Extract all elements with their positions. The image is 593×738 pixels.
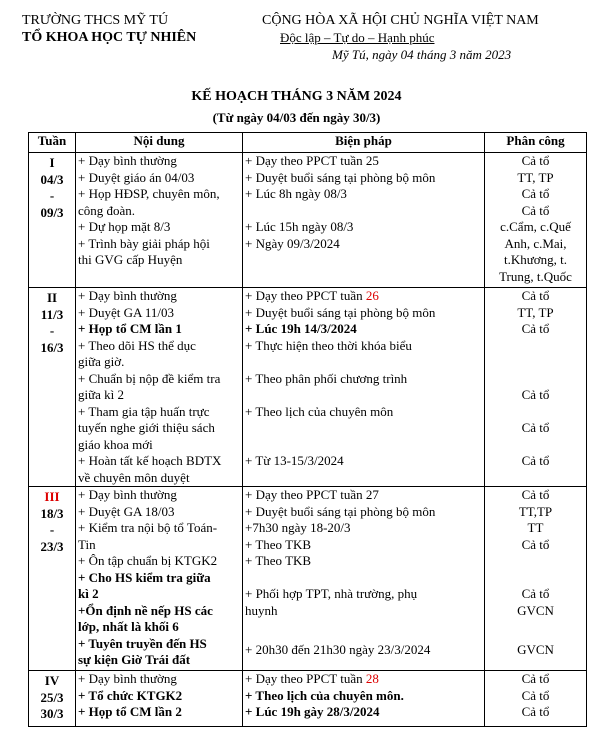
plan-table	[28, 132, 587, 727]
national-motto: Độc lập – Tự do – Hạnh phúc	[280, 30, 435, 45]
department-name: TỔ KHOA HỌC TỰ NHIÊN	[22, 30, 197, 45]
week-cell: II 11/3 - 16/3	[29, 288, 76, 487]
measures-cell: + Dạy theo PPCT tuần 25 + Duyệt buổi sáng tại phòng bộ môn + Lúc 8h ngày 08/3 + Lúc 15h ngày 08/3 + Ngày 09/3/2024	[243, 153, 485, 288]
content-cell: + Dạy bình thường + Duyệt giáo án 04/03 + Họp HĐSP, chuyên môn, công đoàn. + Dự họp mặt 8/3 + Trình bày giải pháp hội thi GVG cấp Huyện	[76, 153, 243, 288]
col-week: Tuần	[29, 133, 76, 153]
school-name: TRƯỜNG THCS MỸ TÚ	[22, 13, 169, 28]
week-cell: I 04/3 - 09/3	[29, 153, 76, 288]
measures-cell: + Dạy theo PPCT tuần 27 + Duyệt buổi sáng tại phòng bộ môn +7h30 ngày 18-20/3 + Theo TKB + Theo TKB + Phối hợp TPT, nhà trường, phụ huynh + 20h30 đến 21h30 ngày 23/3/2024	[243, 487, 485, 671]
week-cell: IV 25/3 30/3	[29, 671, 76, 727]
content-cell: + Dạy bình thường + Duyệt GA 11/03 + Họp tổ CM lần 1 + Theo dõi HS thể dục giữa giờ. + Chuẩn bị nộp đề kiểm tra giữa kì 2 + Tham gia tập huấn trực tuyến nghe giới thiệu sách giáo khoa mới + Hoàn tất kế hoạch BDTX về chuyên môn duyệt	[76, 288, 243, 487]
table-row	[29, 671, 587, 727]
week-number: 28	[365, 671, 379, 686]
table-header-row	[29, 133, 587, 153]
table-row	[29, 288, 587, 487]
assignment-cell: Cả tổ Cả tổ Cả tổ	[485, 671, 587, 727]
col-assignment: Phân công	[485, 133, 587, 153]
table-row	[29, 153, 587, 288]
col-content: Nội dung	[76, 133, 243, 153]
plan-title: KẾ HOẠCH THÁNG 3 NĂM 2024	[191, 89, 402, 104]
week-cell: III 18/3 - 23/3	[29, 487, 76, 671]
assignment-cell: Cả tổ TT, TP Cả tổ Cả tổ c.Cẩm, c.Quế Anh, c.Mai, t.Khương, t. Trung, t.Quốc	[485, 153, 587, 288]
content-cell: + Dạy bình thường + Duyệt GA 18/03 + Kiểm tra nội bộ tổ Toán- Tin + Ôn tập chuẩn bị KTGK2 + Cho HS kiểm tra giữa kì 2 +Ổn định nề nếp HS các lớp, nhất là khối 6 + Tuyên truyền đến HS sự kiện Giờ Trái đất	[76, 487, 243, 671]
document-header	[0, 0, 593, 100]
assignment-cell: Cả tổ TT, TP Cả tổ Cả tổ Cả tổ Cả tổ	[485, 288, 587, 487]
measures-cell: + Dạy theo PPCT tuần 26 + Duyệt buổi sáng tại phòng bộ môn + Lúc 19h 14/3/2024 + Thực hiện theo thời khóa biểu + Theo phân phối chương trình + Theo lịch của chuyên môn + Từ 13-15/3/2024	[243, 288, 485, 487]
assignment-cell: Cả tổ TT,TP TT Cả tổ Cả tổ GVCN GVCN	[485, 487, 587, 671]
col-measures: Biện pháp	[243, 133, 485, 153]
week-number: 26	[365, 288, 379, 303]
table-row	[29, 487, 587, 671]
content-cell: + Dạy bình thường + Tổ chức KTGK2 + Họp tổ CM lần 2	[76, 671, 243, 727]
national-title: CỘNG HÒA XÃ HỘI CHỦ NGHĨA VIỆT NAM	[262, 13, 539, 28]
plan-subtitle: (Từ ngày 04/03 đến ngày 30/3)	[212, 110, 381, 125]
document-date: Mỹ Tú, ngày 04 tháng 3 năm 2023	[332, 47, 512, 62]
measures-cell: + Dạy theo PPCT tuần 28 + Theo lịch của chuyên môn. + Lúc 19h gày 28/3/2024	[243, 671, 485, 727]
